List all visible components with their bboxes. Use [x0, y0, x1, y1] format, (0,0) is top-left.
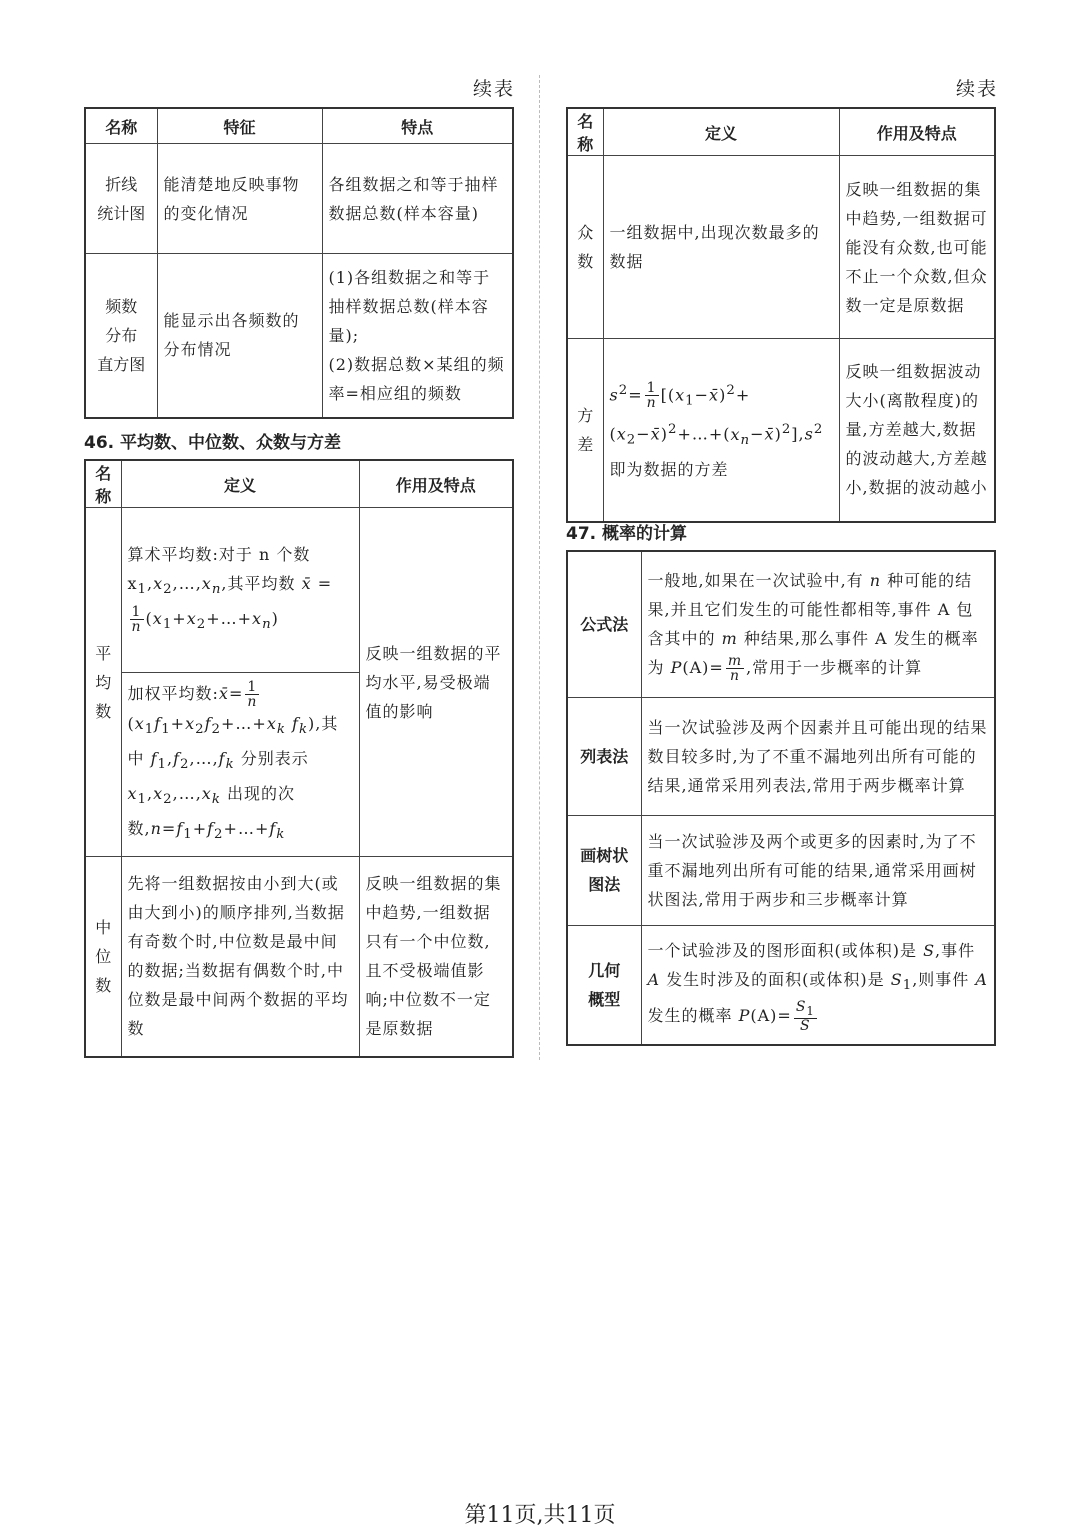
row-name-list: 列表法 [567, 697, 641, 815]
table-row-mean [85, 508, 513, 857]
list-method-def: 当一次试验涉及两个因素并且可能出现的结果数目较多时,为了不重不漏地列出所有可能的结果,通常采用列表法,常用于两步概率计算 [641, 697, 995, 815]
row-feature: 能显示出各频数的分布情况 [157, 254, 322, 418]
mean-trait: 反映一组数据的平均水平,易受极端值的影响 [359, 508, 513, 857]
formula-method-def: 一般地,如果在一次试验中,有 n 种可能的结果,并且它们发生的可能性都相等,事件 A 包含其中的 m 种结果,那么事件 A 发生的概率为 P(A)= $\frac{m}{n}$ ,常用于一步概率的计算 [641, 551, 995, 697]
row-name-histogram: 频数 分布 直方图 [85, 254, 157, 418]
weighted-mean-def: 加权平均数:x̄= $\frac{1}{n}$ ($x_1f_1+x_2f_2+\dots+x_k$ $f_k$),其中 $f_1,f_2,\dots,f_k$ 分别表示 $x_1,x_2,\dots,x_k$ 出现的次数$,n=f_1+f_2+\dots+f_k$ [122, 672, 359, 856]
mode-def: 一组数据中,出现次数最多的数据 [603, 156, 839, 339]
table-row [567, 815, 995, 925]
section-47-title: 47. 概率的计算 [566, 524, 688, 544]
header-definition: 定义 [603, 108, 839, 156]
header-name: 名称 [85, 108, 157, 144]
table-row [567, 925, 995, 1045]
header-trait: 特点 [322, 108, 513, 144]
arithmetic-mean-def: 算术平均数:对于 n 个数 $x_1,x_2,\dots,x_n$,其平均数 x̄ = $\frac{1}{n}$ $(x_1+x_2+\dots+x_n)$ [127, 545, 333, 636]
row-trait: 各组数据之和等于抽样数据总数(样本容量) [322, 144, 513, 254]
median-def: 先将一组数据按由小到大(或由大到小)的顺序排列,当数据有奇数个时,中位数是最中间的数据;当数据有偶数个时,中位数是最中间两个数据的平均数 [121, 857, 359, 1057]
table-47 [566, 550, 996, 1046]
row-name-line-chart: 折线 统计图 [85, 144, 157, 254]
mean-definitions [121, 508, 359, 857]
row-feature: 能清楚地反映事物的变化情况 [157, 144, 322, 254]
tree-method-def: 当一次试验涉及两个或更多的因素时,为了不重不漏地列出所有可能的结果,通常采用画树状图法,常用于两步和三步概率计算 [641, 815, 995, 925]
row-name-mean: 平 均 数 [85, 508, 121, 857]
row-trait: (1)各组数据之和等于抽样数据总数(样本容量); (2)数据总数×某组的频率=相应组的频数 [322, 254, 513, 418]
table-row-mode [567, 156, 995, 339]
row-name-tree: 画树状 图法 [567, 815, 641, 925]
header-usage: 作用及特点 [839, 108, 995, 156]
table-row-median [85, 857, 513, 1057]
row-name-formula: 公式法 [567, 551, 641, 697]
table-row [567, 551, 995, 697]
row-name-geometric: 几何 概型 [567, 925, 641, 1045]
table-row [85, 144, 513, 254]
variance-def: $s^2=$ $\frac{1}{n}$ $[(x_1-x̄)^2+(x_2-x̄)^2+\dots+(x_n-x̄)^2],s^2$ 即为数据的方差 [603, 339, 839, 522]
row-name-variance: 方 差 [567, 339, 603, 522]
section-46-title: 46. 平均数、中位数、众数与方差 [84, 433, 342, 453]
table-mode-variance [566, 107, 996, 523]
column-divider [539, 75, 540, 1060]
table-row [567, 697, 995, 815]
median-trait: 反映一组数据的集中趋势,一组数据只有一个中位数,且不受极端值影响;中位数不一定是原数据 [359, 857, 513, 1057]
header-name: 名称 [567, 108, 603, 156]
mode-trait: 反映一组数据的集中趋势,一组数据可能没有众数,也可能不止一个众数,但众数一定是原数据 [839, 156, 995, 339]
header-name: 名称 [85, 460, 121, 508]
row-name-median: 中 位 数 [85, 857, 121, 1057]
table-row-variance [567, 339, 995, 522]
row-name-mode: 众 数 [567, 156, 603, 339]
page-footer: 第11页,共11页 [464, 1503, 616, 1528]
table-row [85, 254, 513, 418]
continued-label-left: 续表 [473, 78, 516, 100]
table-46 [84, 459, 514, 1058]
header-feature: 特征 [157, 108, 322, 144]
variance-trait: 反映一组数据波动大小(离散程度)的量,方差越大,数据的波动越大,方差越小,数据的波动越小 [839, 339, 995, 522]
continued-label-right: 续表 [956, 78, 999, 100]
header-usage: 作用及特点 [359, 460, 513, 508]
table-stat-charts [84, 107, 514, 419]
geometric-def: 一个试验涉及的图形面积(或体积)是 S,事件 A 发生时涉及的面积(或体积)是 $S_1$,则事件 A 发生的概率 P(A)= $\frac{S_1}{S}$ [641, 925, 995, 1045]
header-definition: 定义 [121, 460, 359, 508]
